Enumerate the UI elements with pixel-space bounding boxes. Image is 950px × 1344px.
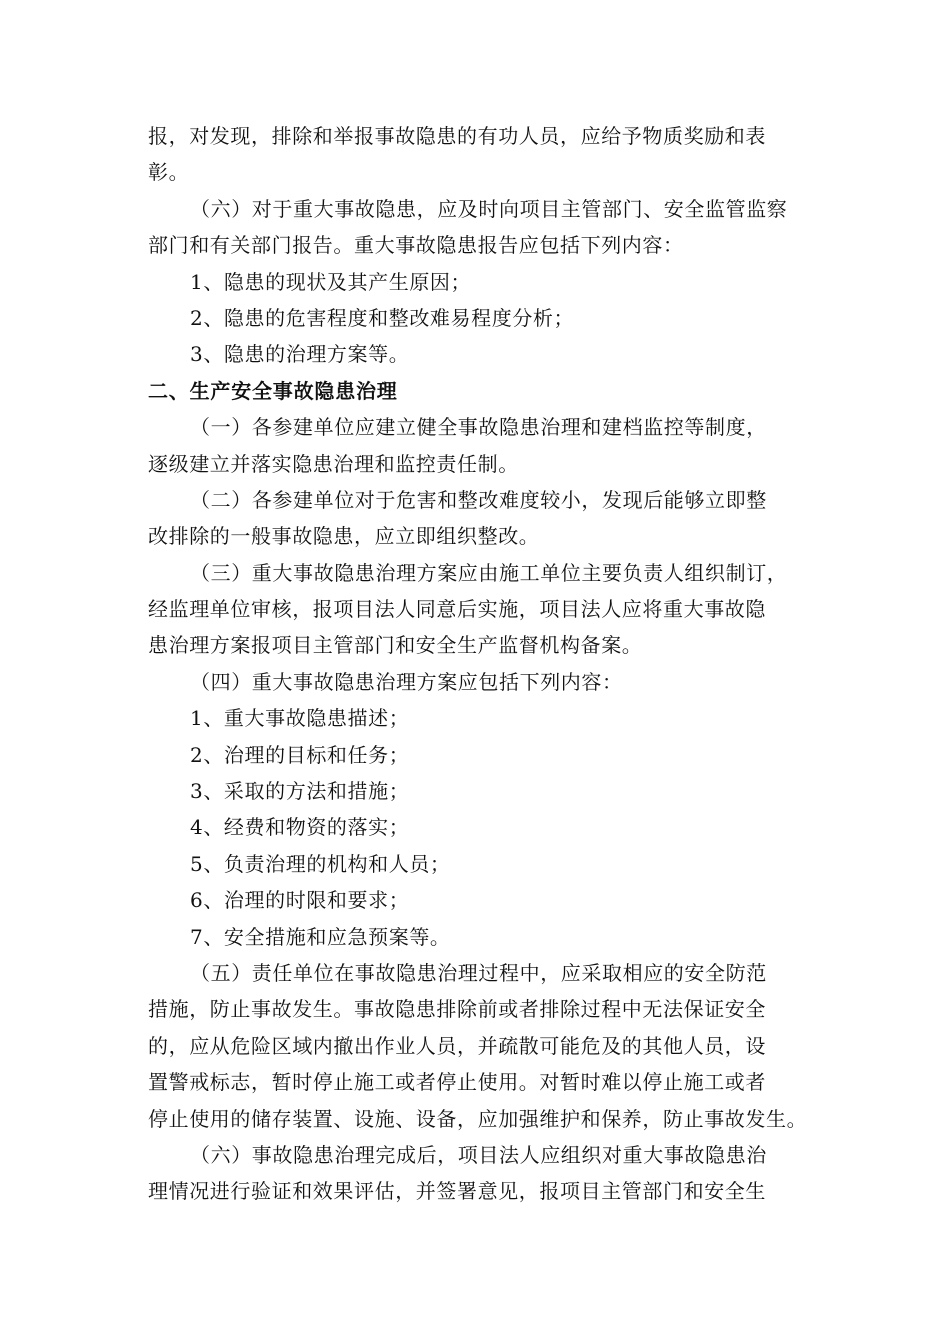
text-line: 患治理方案报项目主管部门和安全生产监督机构备案。 bbox=[148, 633, 643, 658]
text-line: 报，对发现，排除和举报事故隐患的有功人员，应给予物质奖励和表 bbox=[148, 124, 766, 148]
text-line: 1、重大事故隐患描述； bbox=[190, 706, 410, 731]
text-line: 理情况进行验证和效果评估，并签署意见，报项目主管部门和安全生 bbox=[148, 1179, 766, 1204]
text-line: 6、治理的时限和要求； bbox=[190, 888, 410, 913]
text-line: 措施，防止事故发生。事故隐患排除前或者排除过程中无法保证安全 bbox=[148, 997, 766, 1022]
text-line: （二）各参建单位对于危害和整改难度较小，发现后能够立即整 bbox=[190, 487, 767, 512]
text-line: 逐级建立并落实隐患治理和监控责任制。 bbox=[148, 451, 519, 476]
document-body bbox=[148, 118, 828, 1210]
text-line: 部门和有关部门报告。重大事故隐患报告应包括下列内容： bbox=[148, 233, 684, 258]
text-line: （五）责任单位在事故隐患治理过程中，应采取相应的安全防范 bbox=[190, 960, 767, 985]
text-line: 彰。 bbox=[148, 160, 190, 185]
text-line: 1、隐患的现状及其产生原因； bbox=[190, 269, 472, 294]
text-line: 经监理单位审核，报项目法人同意后实施，项目法人应将重大事故隐 bbox=[148, 597, 766, 622]
text-line: 3、隐患的治理方案等。 bbox=[190, 342, 410, 367]
text-line: （六）事故隐患治理完成后，项目法人应组织对重大事故隐患治 bbox=[190, 1142, 767, 1167]
text-line: 2、隐患的危害程度和整改难易程度分析； bbox=[190, 305, 575, 330]
text-line: （三）重大事故隐患治理方案应由施工单位主要负责人组织制订， bbox=[190, 560, 788, 585]
text-line: （六）对于重大事故隐患，应及时向项目主管部门、安全监管监察 bbox=[190, 196, 788, 221]
text-line: 2、治理的目标和任务； bbox=[190, 742, 410, 767]
text-line: （四）重大事故隐患治理方案应包括下列内容： bbox=[190, 669, 623, 694]
text-line: 5、负责治理的机构和人员； bbox=[190, 851, 451, 876]
text-line: 3、采取的方法和措施； bbox=[190, 779, 410, 804]
text-line: 置警戒标志，暂时停止施工或者停止使用。对暂时难以停止施工或者 bbox=[148, 1070, 766, 1095]
text-line: 改排除的一般事故隐患，应立即组织整改。 bbox=[148, 524, 540, 549]
text-line: 停止使用的储存装置、设施、设备，应加强维护和保养，防止事故发生。 bbox=[148, 1106, 808, 1131]
text-line: 7、安全措施和应急预案等。 bbox=[190, 924, 451, 949]
text-line: 4、经费和物资的落实； bbox=[190, 815, 410, 840]
text-line: （一）各参建单位应建立健全事故隐患治理和建档监控等制度， bbox=[190, 415, 767, 440]
section-heading: 二、生产安全事故隐患治理 bbox=[148, 378, 398, 403]
text-line: 的，应从危险区域内撤出作业人员，并疏散可能危及的其他人员，设 bbox=[148, 1033, 766, 1058]
